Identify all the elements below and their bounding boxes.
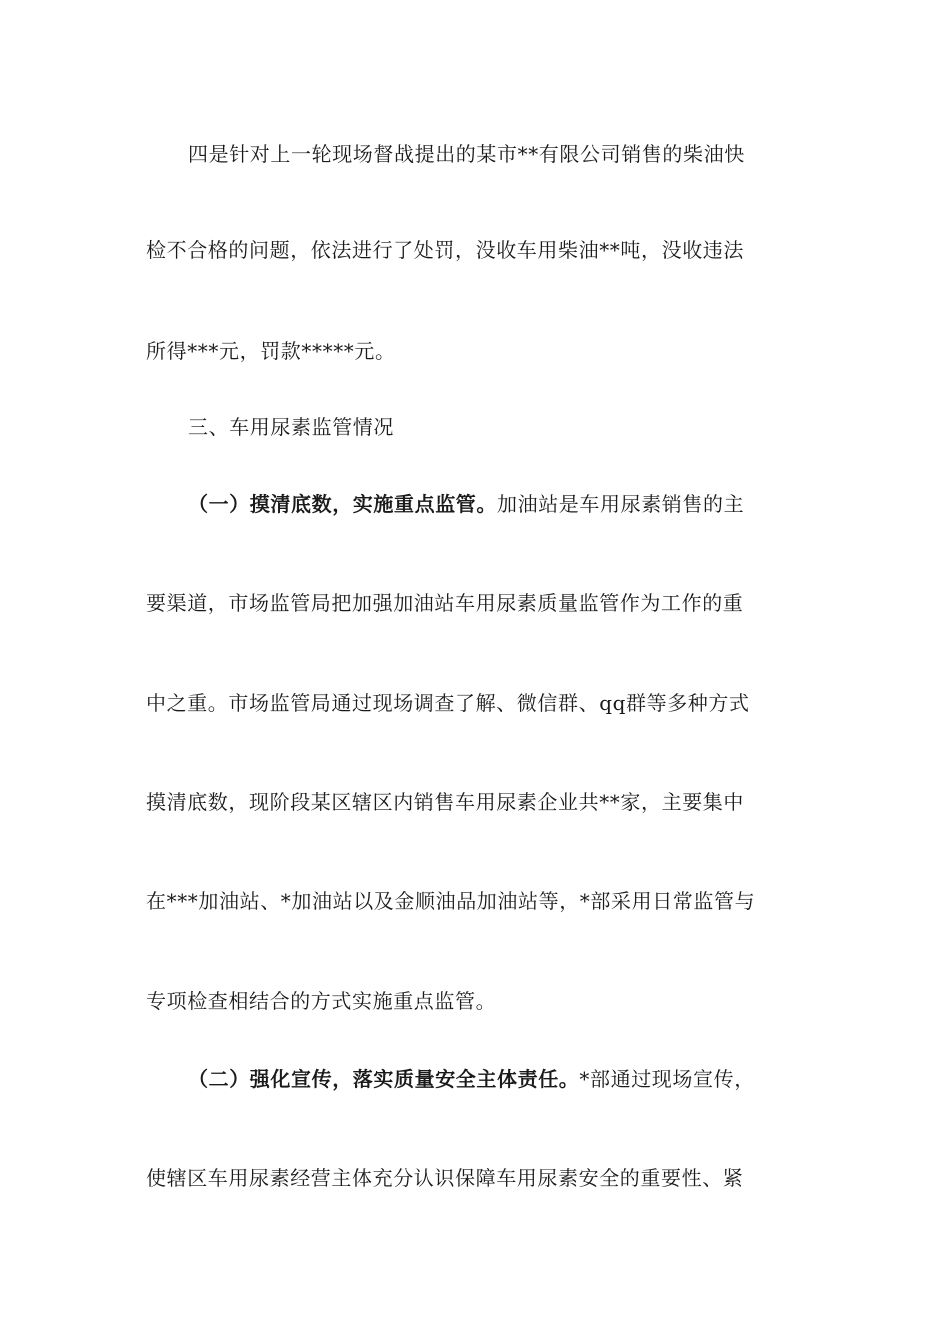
subsection-1-line-6: 专项检查相结合的方式实施重点监管。 [146, 989, 497, 1013]
subsection-2-line-2: 使辖区车用尿素经营主体充分认识保障车用尿素安全的重要性、紧 [146, 1166, 744, 1190]
subsection-1-line-5: 在***加油站、*加油站以及金顺油品加油站等，*部采用日常监管与 [146, 889, 756, 913]
subsection-1-line-2: 要渠道，市场监管局把加强加油站车用尿素质量监管作为工作的重 [146, 591, 744, 615]
subsection-2-line-1 [188, 1065, 806, 1093]
paragraph-4-line-3: 所得***元，罚款*****元。 [146, 339, 396, 363]
subsection-1-line-1-text: 加油站是车用尿素销售的主 [497, 492, 745, 516]
subsection-2-line-1-text: *部通过现场宣传， [579, 1067, 755, 1091]
paragraph-4-line-1: 四是针对上一轮现场督战提出的某市**有限公司销售的柴油快 [188, 142, 745, 166]
subsection-1-heading: （一）摸清底数，实施重点监管。 [188, 492, 497, 516]
section-3-heading: 三、车用尿素监管情况 [188, 415, 394, 439]
subsection-2-heading: （二）强化宣传，落实质量安全主体责任。 [188, 1067, 580, 1091]
subsection-1-line-3: 中之重。市场监管局通过现场调查了解、微信群、qq群等多种方式 [146, 691, 750, 715]
subsection-1-line-4: 摸清底数，现阶段某区辖区内销售车用尿素企业共**家，主要集中 [146, 790, 744, 814]
paragraph-4-line-2: 检不合格的问题，依法进行了处罚，没收车用柴油**吨，没收违法 [146, 238, 744, 262]
subsection-1-line-1 [188, 490, 806, 518]
